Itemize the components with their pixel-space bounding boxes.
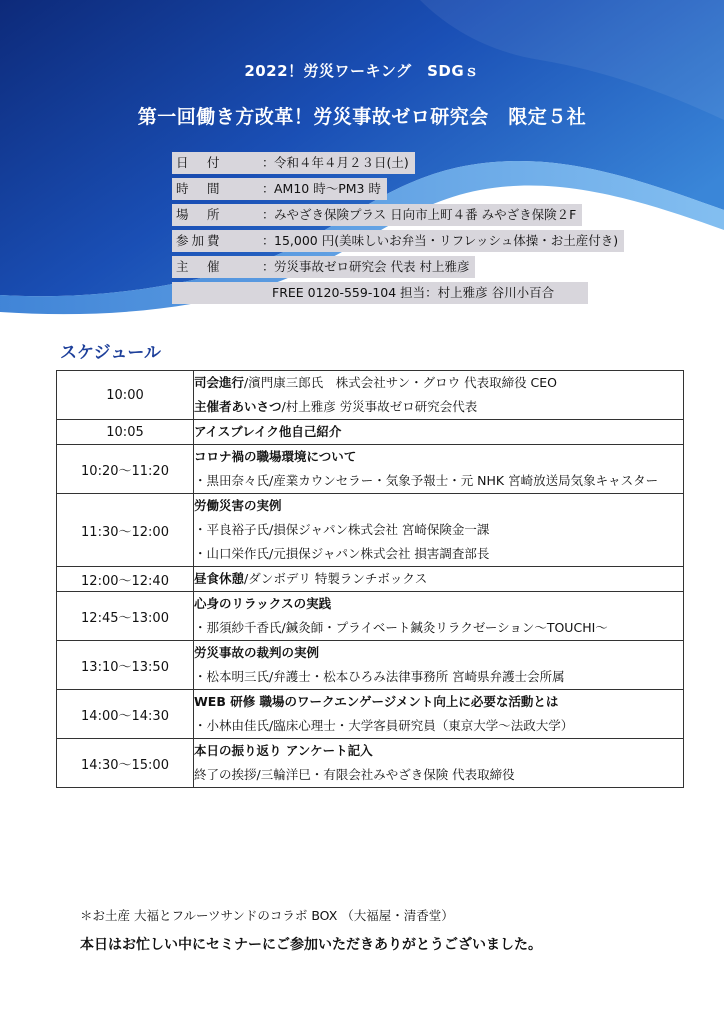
schedule-line [194,739,683,763]
info-row-organizer: 主 催 ： 労災事故ゼロ研究会 代表 村上雅彦 [172,256,475,278]
info-row-place: 場 所 ： みやざき保険プラス 日向市上町４番 みやざき保険２F [172,204,582,226]
event-title: 第一回働き方改革！労災事故ゼロ研究会 限定５社 [137,106,587,128]
schedule-content [194,445,684,494]
info-label: 主 催 [176,259,223,274]
schedule-topic: 司会進行 [194,375,245,390]
schedule-topic: 心身のリラックスの実践 [194,596,332,611]
schedule-row [57,494,684,567]
info-value: 労災事故ゼロ研究会 代表 村上雅彦 [274,259,470,274]
schedule-heading: スケジュール [60,343,161,363]
info-label: 時 間 [176,181,223,196]
info-value: AM10 時～PM3 時 [274,181,381,196]
schedule-line [194,469,683,493]
schedule-row [57,690,684,739]
info-value: みやざき保険プラス 日向市上町４番 みやざき保険２F [274,207,577,222]
schedule-topic: アイスブレイク他自己紹介 [194,424,342,439]
schedule-time: 13:10～13:50 [57,641,194,690]
schedule-time: 10:20～11:20 [57,445,194,494]
schedule-topic: 労災事故の裁判の実例 [194,645,320,660]
schedule-content [194,567,684,592]
schedule-time: 14:30～15:00 [57,739,194,788]
schedule-row [57,592,684,641]
schedule-line [194,494,683,518]
schedule-row [57,445,684,494]
schedule-time: 14:00～14:30 [57,690,194,739]
closing-message: 本日はお忙しい中にセミナーにご参加いただきありがとうございました。 [80,937,542,953]
schedule-line [194,542,683,566]
schedule-topic: コロナ禍の職場環境について [194,449,357,464]
event-subtitle: 2022！労災ワーキング SDGｓ [244,62,480,80]
schedule-topic: 主催者あいさつ [194,399,282,414]
schedule-topic: 昼食休憩 [194,571,245,586]
schedule-content [194,420,684,445]
schedule-line [194,592,683,616]
schedule-topic: WEB 研修 職場のワークエンゲージメント向上に必要な活動とは [194,694,559,709]
souvenir-note: ＊お土産 大福とフルーツサンドのコラボ BOX （大福屋・清香堂） [80,908,454,923]
schedule-table [56,370,684,788]
schedule-detail: ・松本明三氏/弁護士・松本ひろみ法律事務所 宮崎県弁護士会所属 [194,669,565,684]
schedule-line [194,763,683,787]
info-label: 参加費 [176,233,223,248]
schedule-line [194,690,683,714]
schedule-line [194,665,683,689]
info-value: 令和４年４月２３日(土) [274,155,409,170]
schedule-detail: /村上雅彦 労災事故ゼロ研究会代表 [281,399,478,414]
schedule-detail: /濱門康三郎氏 株式会社サン・グロウ 代表取締役 CEO [244,375,558,390]
schedule-time: 12:45～13:00 [57,592,194,641]
schedule-row [57,641,684,690]
contact-info: FREE 0120-559-104 担当：村上雅彦 谷川小百合 [172,282,588,304]
info-row-date: 日 付 ： 令和４年４月２３日(土) [172,152,415,174]
schedule-line [194,616,683,640]
info-value: 15,000 円(美味しいお弁当・リフレッシュ体操・お土産付き) [274,233,619,248]
schedule-line [194,371,683,395]
schedule-topic: 労働災害の実例 [194,498,282,513]
info-row-fee: 参加費 ： 15,000 円(美味しいお弁当・リフレッシュ体操・お土産付き) [172,230,624,252]
schedule-line [194,641,683,665]
schedule-row [57,739,684,788]
schedule-content [194,641,684,690]
schedule-row [57,420,684,445]
schedule-content [194,494,684,567]
schedule-detail: ・黒田奈々氏/産業カウンセラー・気象予報士・元 NHK 宮崎放送局気象キャスター [194,473,659,488]
schedule-detail: ・山口栄作氏/元損保ジャパン株式会社 損害調査部長 [194,546,490,561]
schedule-detail: ・小林由佳氏/臨床心理士・大学客員研究員（東京大学～法政大学） [194,718,574,733]
schedule-line [194,567,683,591]
schedule-detail: ・那須紗千香氏/鍼灸師・プライベート鍼灸リラクゼーション～TOUCHI～ [194,620,608,635]
schedule-content [194,739,684,788]
schedule-content [194,690,684,739]
schedule-time: 10:00 [57,371,194,420]
schedule-time: 10:05 [57,420,194,445]
schedule-line [194,395,683,419]
event-info [172,152,624,308]
schedule-line [194,420,683,444]
schedule-detail: ・平良裕子氏/損保ジャパン株式会社 宮崎保険金一課 [194,522,490,537]
schedule-detail: 終了の挨拶/三輪洋巳・有限会社みやざき保険 代表取締役 [194,767,515,782]
schedule-line [194,518,683,542]
schedule-line [194,445,683,469]
schedule-content [194,371,684,420]
schedule-time: 12:00～12:40 [57,567,194,592]
schedule-line [194,714,683,738]
schedule-row [57,567,684,592]
info-label: 日 付 [176,155,223,170]
schedule-detail: /ダンボデリ 特製ランチボックス [244,571,428,586]
schedule-topic: 本日の振り返り アンケート記入 [194,743,373,758]
schedule-content [194,592,684,641]
schedule-row [57,371,684,420]
schedule-time: 11:30～12:00 [57,494,194,567]
info-label: 場 所 [176,207,223,222]
info-row-time: 時 間 ： AM10 時～PM3 時 [172,178,387,200]
